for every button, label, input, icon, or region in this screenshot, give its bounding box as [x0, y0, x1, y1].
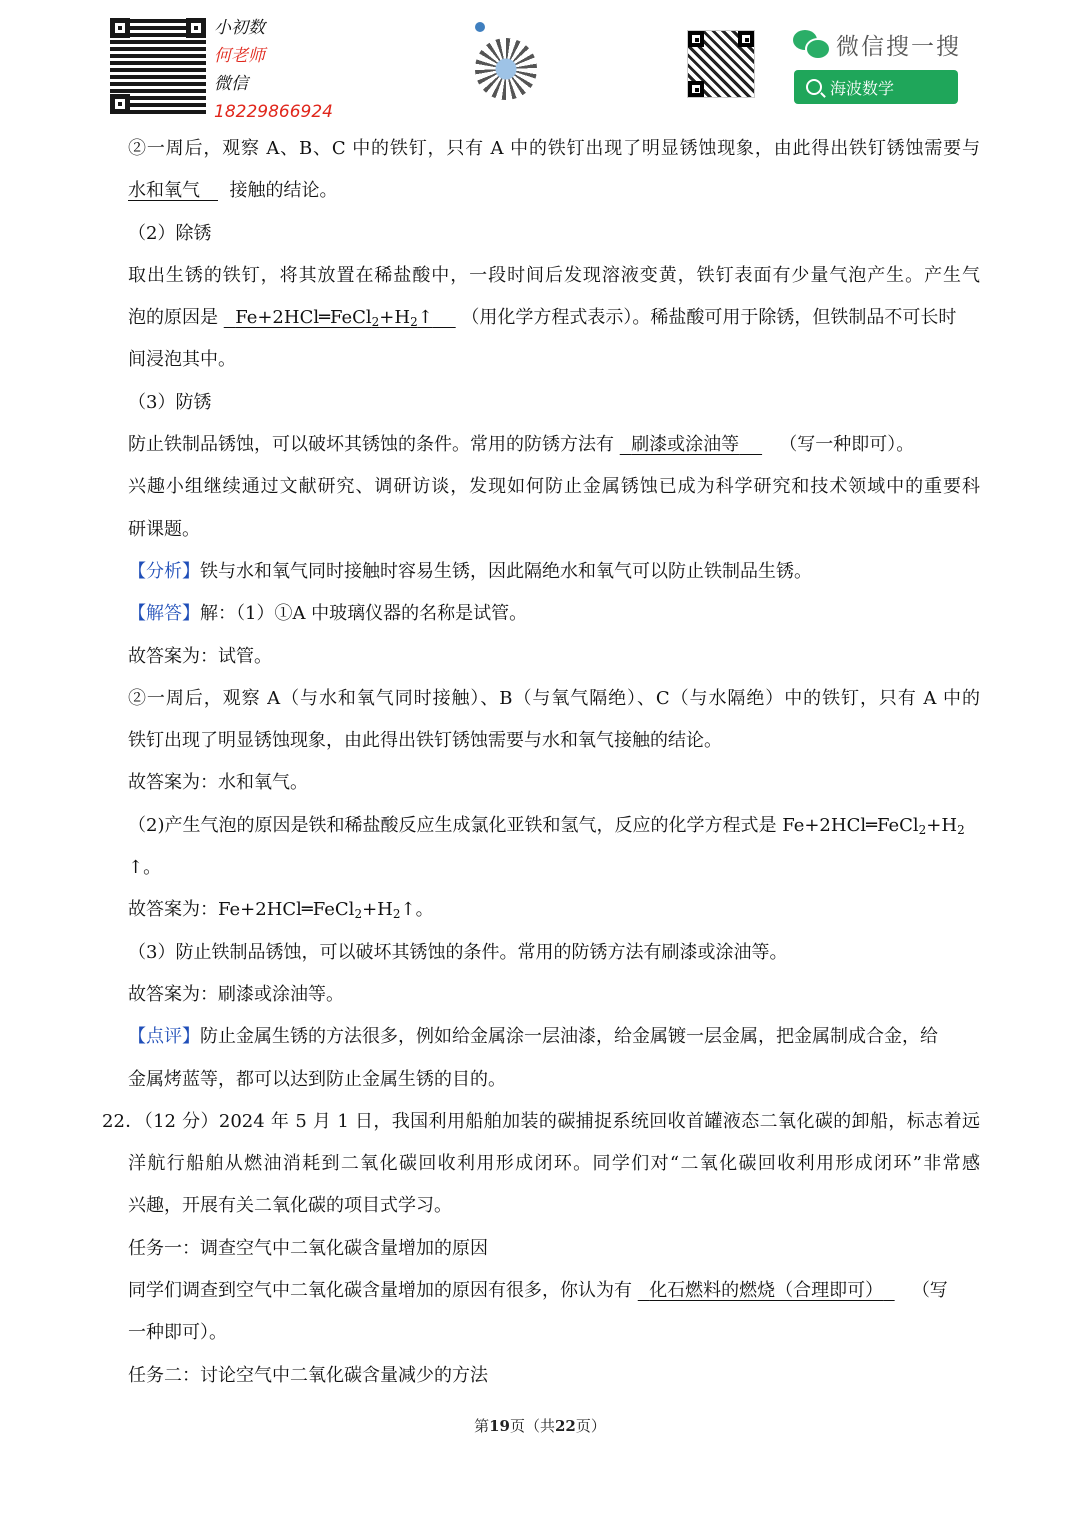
page-number: 19: [489, 1417, 510, 1435]
qr-finder: [110, 18, 130, 38]
analysis-tag: 【分析】: [128, 560, 200, 582]
answer-blank: [620, 434, 762, 455]
subscript: 2: [371, 315, 380, 330]
answer-text: 化石燃料的燃烧（合理即可）: [649, 1280, 884, 1302]
text-span: （2)产生气泡的原因是铁和稀盐酸反应生成氯化亚铁和氢气，反应的化学方程式是 Fe+2HCl═FeCl: [128, 814, 919, 836]
page-total: 22: [555, 1417, 576, 1435]
text-line: 兴趣，开展有关二氧化碳的项目式学习。: [128, 1195, 452, 1217]
text-line: [128, 170, 980, 212]
text-line: 研课题。: [128, 518, 200, 540]
qr-finder: [688, 81, 704, 97]
page-footer: [0, 1415, 1080, 1436]
text-line: 兴趣小组继续通过文献研究、调研访谈，发现如何防止金属锈蚀已成为科学研究和技术领域中的重要科: [128, 476, 980, 498]
contact-line2: 何老师: [214, 46, 265, 66]
contact-line1: 小初数: [214, 18, 265, 38]
search-button-label: 海波数学: [830, 78, 895, 98]
subscript: 2: [392, 907, 401, 922]
question-number-line: 22．（12 分）2024 年 5 月 1 日，我国利用船舶加装的碳捕捉系统回收首罐液态二氧化碳的卸船，标志着远: [102, 1110, 980, 1132]
equation-part: +H: [379, 307, 411, 329]
text-line: 故答案为：水和氧气。: [128, 772, 308, 794]
text-line: （3）防锈: [128, 391, 212, 413]
subscript: 2: [957, 822, 965, 837]
wechat-logo-icon: [793, 30, 829, 58]
text-span: （写一种即可）。: [779, 434, 915, 456]
subscript: 2: [918, 822, 927, 837]
text-line: 一种即可）。: [128, 1322, 227, 1344]
equation-part: ↑: [417, 307, 433, 329]
text-line: [128, 1016, 980, 1058]
text-line: 洋航行船舶从燃油消耗到二氧化碳回收利用形成闭环。同学们对“二氧化碳回收利用形成闭环”非常感: [128, 1153, 980, 1175]
text-line: （3）防止铁制品锈蚀，可以破坏其锈蚀的条件。常用的防锈方法有刷漆或涂油等。: [128, 941, 788, 963]
text-span: 防止铁制品锈蚀，可以破坏其锈蚀的条件。常用的防锈方法有: [128, 434, 614, 456]
text-span: ↑。: [400, 899, 434, 921]
text-span: 接触的结论。: [229, 180, 338, 202]
text-span: +H: [926, 814, 958, 836]
qr-finder: [110, 94, 130, 114]
document-body: [102, 128, 980, 1397]
text-line: （2）除锈: [128, 222, 212, 244]
text-span: 防止金属生锈的方法很多，例如给金属涂一层油漆，给金属镀一层金属，把金属制成合金，给: [200, 1026, 938, 1048]
text-line: 故答案为：试管。: [128, 645, 272, 667]
qr-finder: [186, 18, 206, 38]
text-line: [128, 805, 980, 847]
subscript: 2: [354, 907, 363, 922]
text-span: 同学们调查到空气中二氧化碳含量增加的原因有很多，你认为有: [128, 1280, 632, 1302]
contact-line3: 微信: [214, 74, 248, 94]
text-line: ②一周后，观察 A（与水和氧气同时接触）、B（与氧气隔绝）、C（与水隔绝）中的铁钉，只有 A 中的: [128, 687, 980, 709]
contact-qr-code[interactable]: [110, 18, 206, 114]
text-line: 故答案为：刷漆或涂油等。: [128, 983, 344, 1005]
equation-part: Fe+2HCl═FeCl: [235, 307, 372, 329]
text-line: 铁钉出现了明显锈蚀现象，由此得出铁钉锈蚀需要与水和氧气接触的结论。: [128, 730, 722, 752]
text-span: 铁与水和氧气同时接触时容易生锈，因此隔绝水和氧气可以防止铁制品生锈。: [200, 560, 812, 582]
text-line: [128, 551, 980, 593]
text-line: 任务二：讨论空气中二氧化碳含量减少的方法: [128, 1364, 488, 1386]
footer-text: 页）: [575, 1417, 606, 1435]
mini-program-code[interactable]: [475, 22, 539, 104]
wechat-search-button[interactable]: [794, 70, 958, 104]
subscript: 2: [410, 315, 418, 330]
text-span: 解：（1）①A 中玻璃仪器的名称是试管。: [200, 603, 528, 625]
mini-program-logo-icon: [475, 22, 485, 32]
text-line: 间浸泡其中。: [128, 349, 236, 371]
answer-text: 刷漆或涂油等: [631, 434, 740, 456]
text-line: [128, 297, 980, 339]
text-line: [128, 593, 980, 635]
mini-program-qr-icon: [475, 38, 537, 100]
text-span: 泡的原因是: [128, 307, 218, 329]
answer-blank: 水和氧气: [128, 180, 218, 202]
wechat-search-text: 微信搜一搜: [836, 34, 961, 60]
answer-blank: [224, 307, 456, 328]
solution-tag: 【解答】: [128, 603, 200, 625]
text-line: 金属烤蓝等，都可以达到防止金属生锈的目的。: [128, 1068, 506, 1090]
footer-text: 页（共: [509, 1417, 555, 1435]
text-line: 任务一：调查空气中二氧化碳含量增加的原因: [128, 1237, 488, 1259]
text-line: [128, 424, 980, 466]
text-span: +H: [362, 899, 393, 921]
text-span: 故答案为：Fe+2HCl═FeCl: [128, 899, 355, 921]
footer-text: 第: [474, 1417, 490, 1435]
text-span: （写: [911, 1280, 948, 1302]
wechat-qr-code[interactable]: [687, 30, 755, 98]
search-icon: [806, 79, 822, 95]
comment-tag: 【点评】: [128, 1026, 200, 1048]
text-line: [128, 1270, 980, 1312]
answer-blank: [638, 1280, 895, 1301]
text-line: ↑。: [128, 857, 162, 879]
text-span: （用化学方程式表示）。稀盐酸可用于除锈，但铁制品不可长时: [461, 307, 957, 329]
text-line: 取出生锈的铁钉，将其放置在稀盐酸中，一段时间后发现溶液变黄，铁钉表面有少量气泡产生。产生气: [128, 264, 980, 286]
text-line: ②一周后，观察 A、B、C 中的铁钉，只有 A 中的铁钉出现了明显锈蚀现象，由此得出铁钉锈蚀需要与: [128, 138, 980, 159]
text-line: [128, 889, 980, 931]
contact-phone: 18229866924: [214, 102, 333, 122]
qr-finder: [738, 31, 754, 47]
qr-finder: [688, 31, 704, 47]
contact-info: [214, 14, 334, 126]
